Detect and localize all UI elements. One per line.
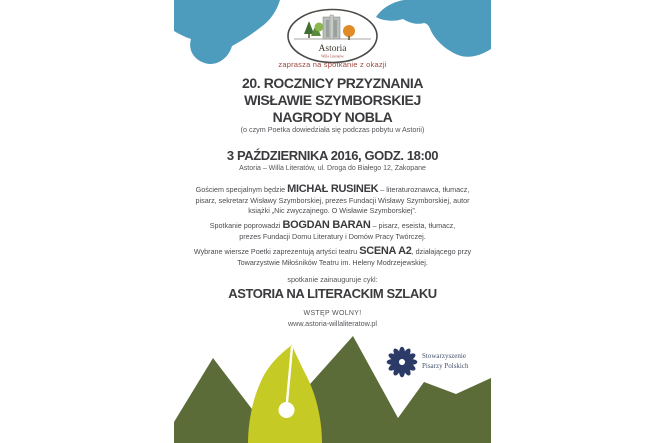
mountain-silhouette <box>174 336 491 443</box>
event-date: 3 PAŹDZIERNIKA 2016, GODZ. 18:00 <box>226 148 439 163</box>
guest-name: MICHAŁ RUSINEK <box>287 183 379 195</box>
right-cloud-shape <box>376 0 491 57</box>
intro-line: zaprasza na spotkanie z okazji <box>278 60 387 69</box>
cycle-title: ASTORIA NA LITERACKIM SZLAKU <box>228 286 437 301</box>
mountains-graphic <box>174 330 491 443</box>
title-line-1: 20. ROCZNICY PRZYZNANIA <box>241 75 424 91</box>
website-url: www.astoria-willaliteratow.pl <box>287 319 378 328</box>
event-poster <box>174 0 491 443</box>
host-name: BOGDAN BARAN <box>282 219 371 231</box>
title-note: (o czym Poetka dowiedziała się podczas pobytu w Astorii) <box>240 125 425 134</box>
logo-building <box>323 15 340 39</box>
theatre-post: , działającego przy Towarzystwie Miłośników Teatru im. Heleny Modrzejewskiej. <box>237 247 472 267</box>
guest-paragraph <box>174 184 491 217</box>
partner-name-line2: Pisarzy Polskich <box>422 362 469 370</box>
host-pre: Spotkanie poprowadzi <box>209 221 283 230</box>
astoria-logo-graphic <box>286 8 379 65</box>
astoria-logo <box>286 8 379 65</box>
pen-nib-shape <box>248 345 322 443</box>
theatre-name: SCENA A2 <box>359 245 412 257</box>
title-line-3: NAGRODY NOBLA <box>272 109 393 125</box>
theatre-pre: Wybrane wiersze Poetki zaprezentują artyści teatru <box>193 247 360 256</box>
event-venue: Astoria – Willa Literatów, ul. Droga do Białego 12, Zakopane <box>239 165 426 172</box>
host-post: – pisarz, eseista, tłumacz, prezes Fundacji Domu Literatury i Domów Pracy Twórczej. <box>239 221 456 241</box>
guest-post: – literaturoznawca, tłumacz, pisarz, sekretarz Wisławy Szymborskiej, prezes Fundacji Wisławy Szymborskiej, autor książki „Nic zwyczajnego. O Wisławie Szymborskiej”. <box>195 185 470 215</box>
title-line-2: WISŁAWIE SZYMBORSKIEJ <box>244 92 421 108</box>
logo-subtitle-text: Willa Literatów <box>321 54 344 59</box>
partner-name-line1: Stowarzyszenie <box>422 352 466 360</box>
admission-note: WSTĘP WOLNY! <box>303 310 362 317</box>
logo-name-text: Astoria <box>318 44 347 54</box>
cycle-intro: spotkanie zainauguruje cykl: <box>287 275 378 284</box>
guest-pre: Gościem specjalnym będzie <box>195 185 288 194</box>
left-cloud-shape <box>174 0 280 64</box>
pen-nib-hole <box>279 402 295 418</box>
theatre-paragraph <box>174 246 491 268</box>
host-paragraph <box>174 220 491 242</box>
